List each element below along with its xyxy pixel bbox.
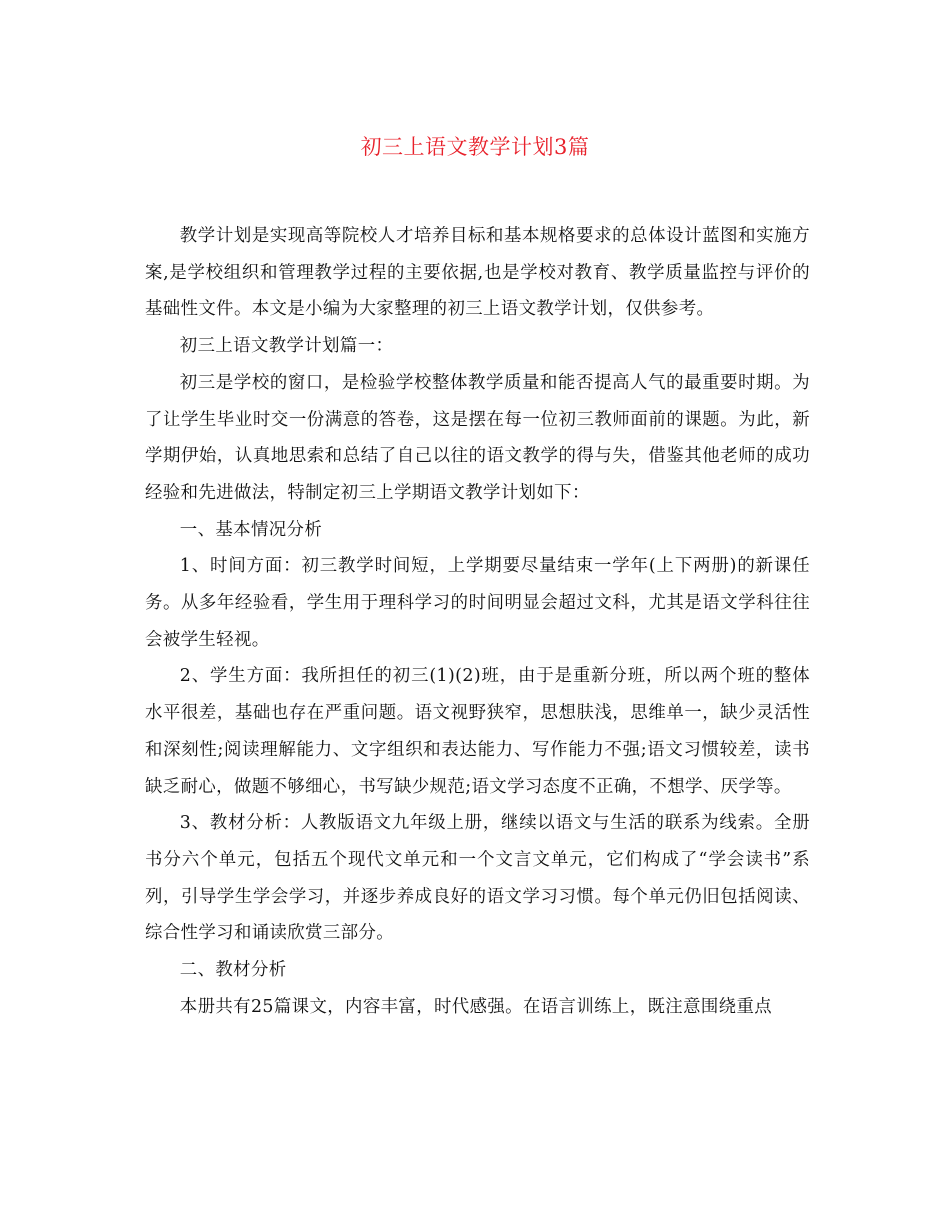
- document-title: 初三上语文教学计划3篇: [360, 135, 590, 159]
- section-heading-plan-one: 初三上语文教学计划篇一：: [179, 336, 394, 357]
- paragraph-intro: 教学计划是实现高等院校人才培养目标和基本规格要求的总体设计蓝图和实施方案,是学校组织和管理教学过程的主要依据,也是学校对教育、教学质量监控与评价的基础性文件。本文是小编为大家整理的初三上语文教学计划，仅供参考。: [145, 226, 810, 320]
- paragraph-student-aspect: 2、学生方面：我所担任的初三(1)(2)班，由于是重新分班，所以两个班的整体水平很差，基础也存在严重问题。语文视野狭窄，思想肤浅，思维单一，缺少灵活性和深刻性;阅读理解能力、文字组织和表达能力、写作能力不强;语文习惯较差，读书缺乏耐心，做题不够细心，书写缺少规范;语文学习态度不正确，不想学、厌学等。: [145, 666, 810, 797]
- paragraph-textbook-content: 本册共有25篇课文，内容丰富，时代感强。在语言训练上，既注意围绕重点: [179, 996, 773, 1017]
- document-body: [145, 218, 810, 1025]
- section-heading-textbook-analysis: 二、教材分析: [179, 960, 287, 981]
- paragraph-overview: 初三是学校的窗口，是检验学校整体教学质量和能否提高人气的最重要时期。为了让学生毕业时交一份满意的答卷，这是摆在每一位初三教师面前的课题。为此，新学期伊始，认真地思索和总结了自己以往的语文教学的得与失，借鉴其他老师的成功经验和先进做法，特制定初三上学期语文教学计划如下：: [145, 372, 810, 503]
- paragraph-time-aspect: 1、时间方面：初三教学时间短，上学期要尽量结束一学年(上下两册)的新课任务。从多年经验看，学生用于理科学习的时间明显会超过文科，尤其是语文学科往往会被学生轻视。: [145, 556, 810, 650]
- paragraph-textbook-analysis: 3、教材分析：人教版语文九年级上册，继续以语文与生活的联系为线索。全册书分六个单元，包括五个现代文单元和一个文言文单元，它们构成了“学会读书”系列，引导学生学会学习，并逐步养成良好的语文学习习惯。每个单元仍旧包括阅读、综合性学习和诵读欣赏三部分。: [145, 813, 810, 944]
- section-heading-situation-analysis: 一、基本情况分析: [179, 519, 323, 540]
